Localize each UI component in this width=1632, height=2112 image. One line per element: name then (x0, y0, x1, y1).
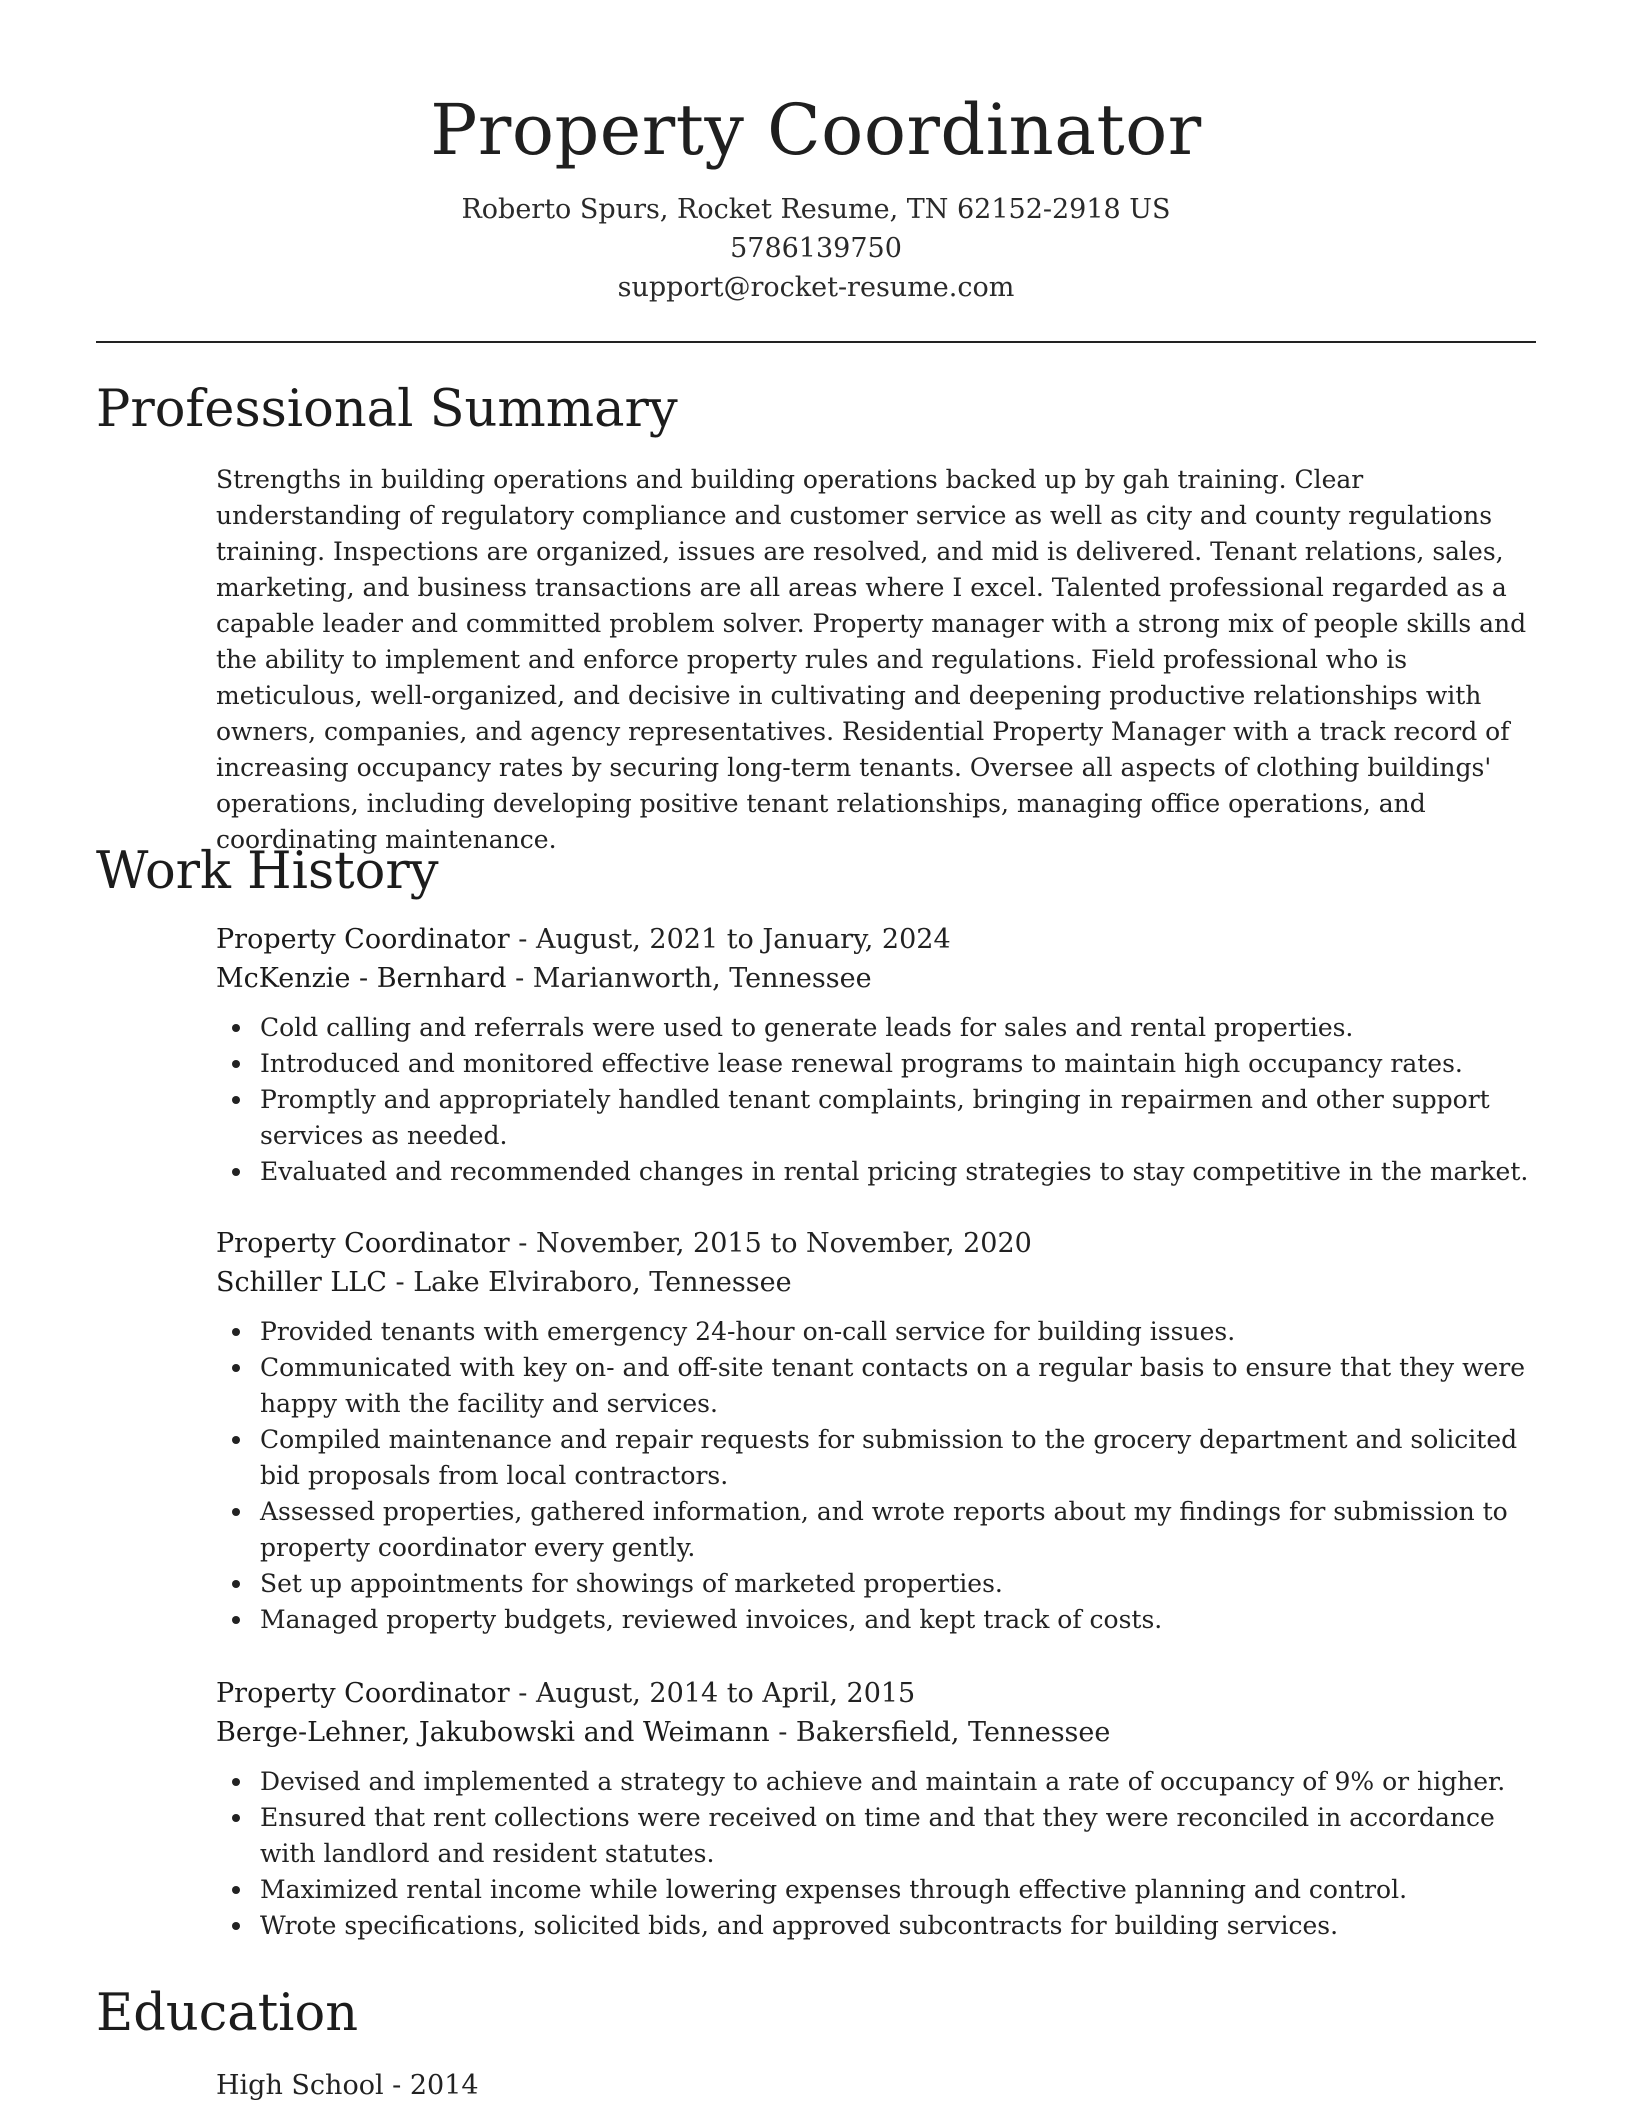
job-bullet: Provided tenants with emergency 24-hour on-call service for building issues. (260, 1314, 1536, 1350)
job-bullet: Ensured that rent collections were received on time and that they were reconciled in accordance with landlord and resident statutes. (260, 1800, 1536, 1872)
job-bullet: Promptly and appropriately handled tenant complaints, bringing in repairmen and other support services as needed. (260, 1082, 1536, 1154)
job-bullet: Compiled maintenance and repair requests for submission to the grocery department and solicited bid proposals from local contractors. (260, 1422, 1536, 1494)
job-bullet: Set up appointments for showings of marketed properties. (260, 1566, 1536, 1602)
education-year: - 2014 (383, 2070, 479, 2101)
job-location: - Lake Elviraboro, Tennessee (386, 1267, 792, 1298)
resume-header (96, 80, 1536, 307)
job-bullet: Maximized rental income while lowering expenses through effective planning and control. (260, 1872, 1536, 1908)
job-dates: - August, 2021 to January, 2024 (509, 924, 951, 955)
job-dates: - November, 2015 to November, 2020 (509, 1228, 1032, 1259)
job-bullet: Evaluated and recommended changes in rental pricing strategies to stay competitive in the market. (260, 1154, 1536, 1190)
summary-text: Strengths in building operations and building operations backed up by gah training. Clear understanding of regulatory compliance and customer service as well as city and county regulations training. Inspections are organized, issues are resolved, and mid is delivered. Tenant relations, sales, marketing, and business transactions are all areas where I excel. Talented professional regarded as a capable leader and committed problem solver. Property manager with a strong mix of people skills and the ability to implement and enforce property rules and regulations. Field professional who is meticulous, well-organized, and decisive in cultivating and deepening productive relationships with owners, companies, and agency representatives. Residential Property Manager with a track record of increasing occupancy rates by securing long-term tenants. Oversee all aspects of clothing buildings' operations, including developing positive tenant relationships, managing office operations, and coordinating maintenance. (216, 465, 1527, 854)
job-bullets (216, 1764, 1536, 1944)
job-title-line (216, 1224, 1536, 1263)
job-dates: - August, 2014 to April, 2015 (509, 1678, 916, 1709)
work-entry (216, 1224, 1536, 1638)
job-bullet: Devised and implemented a strategy to achieve and maintain a rate of occupancy of 9% or higher. (260, 1764, 1536, 1800)
job-bullets (216, 1010, 1536, 1190)
job-bullet: Managed property budgets, reviewed invoices, and kept track of costs. (260, 1602, 1536, 1638)
job-bullet: Communicated with key on- and off-site tenant contacts on a regular basis to ensure that they were happy with the facility and services. (260, 1350, 1536, 1422)
job-company-line (216, 1263, 1536, 1302)
header-divider (96, 341, 1536, 343)
section-title-summary: Professional Summary (96, 380, 678, 439)
contact-email: support@rocket-resume.com (617, 272, 1015, 303)
education-entry (216, 2066, 479, 2106)
job-bullet: Introduced and monitored effective lease renewal programs to maintain high occupancy rates. (260, 1046, 1536, 1082)
education-degree: High School (216, 2070, 384, 2101)
job-bullet: Assessed properties, gathered information, and wrote reports about my findings for submission to property coordinator every gently. (260, 1494, 1536, 1566)
work-entry (216, 920, 1536, 1190)
section-title-work-history: Work History (96, 842, 439, 901)
job-title: Property Coordinator (216, 1678, 510, 1709)
work-entry (216, 1674, 1536, 1944)
job-location: - Bakersfield, Tennessee (769, 1717, 1111, 1748)
job-company-line (216, 1713, 1536, 1752)
job-title-line (216, 920, 1536, 959)
job-company: Berge-Lehner, Jakubowski and Weimann (216, 1717, 770, 1748)
job-bullets (216, 1314, 1536, 1638)
job-company: Schiller LLC (216, 1267, 387, 1298)
section-title-education: Education (96, 1984, 359, 2043)
contact-info (96, 190, 1536, 307)
job-location: - Marianworth, Tennessee (506, 963, 872, 994)
contact-phone: 5786139750 (730, 233, 902, 264)
job-title: Property Coordinator (216, 924, 510, 955)
job-bullet: Wrote specifications, solicited bids, and approved subcontracts for building services. (260, 1908, 1536, 1944)
job-company-line (216, 959, 1536, 998)
contact-address: Roberto Spurs, Rocket Resume, TN 62152-2918 US (461, 194, 1171, 225)
job-title-line (216, 1674, 1536, 1713)
professional-summary (216, 462, 1536, 858)
job-company: McKenzie - Bernhard (216, 963, 507, 994)
resume-title: Property Coordinator (430, 89, 1202, 171)
job-bullet: Cold calling and referrals were used to generate leads for sales and rental properties. (260, 1010, 1536, 1046)
job-title: Property Coordinator (216, 1228, 510, 1259)
